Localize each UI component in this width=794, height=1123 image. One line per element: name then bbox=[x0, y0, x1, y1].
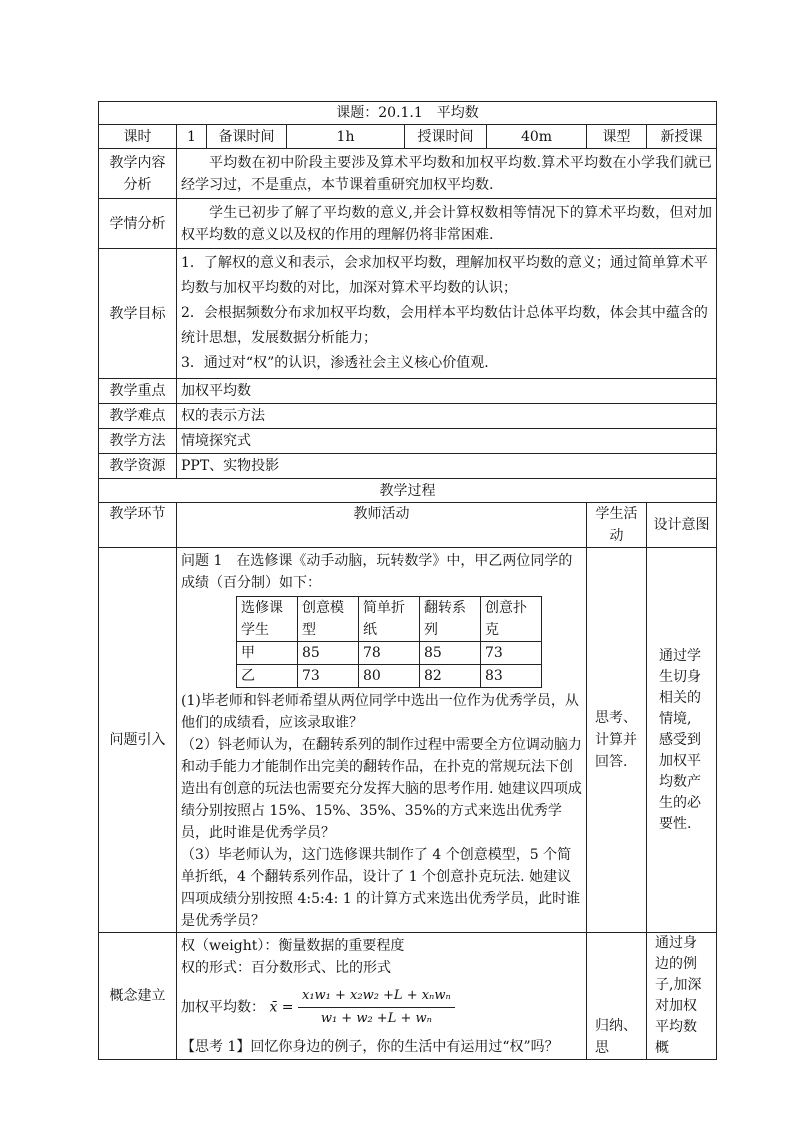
design-column-header: 设计意图 bbox=[647, 503, 717, 548]
score-cell: 85 bbox=[420, 642, 481, 665]
score-table-row bbox=[237, 665, 542, 688]
weight-definition: 权（weight）：衡量数据的重要程度 bbox=[181, 938, 405, 954]
score-table-header bbox=[237, 597, 542, 642]
score-cell: 甲 bbox=[237, 642, 298, 665]
student-column-header: 学生活动 bbox=[587, 503, 647, 548]
teach-time-label: 授课时间 bbox=[405, 125, 487, 149]
intro-student-activity: 思考、计算并回答. bbox=[587, 548, 647, 933]
student-analysis-text: 学生已初步了解了平均数的意义,并会计算权数相等情况下的算术平均数，但对加权平均数的意义以及权的作用的理解仍将非常困难. bbox=[177, 199, 717, 249]
concept-row bbox=[99, 933, 717, 1060]
hours-value: 1 bbox=[177, 125, 207, 149]
lesson-plan bbox=[98, 101, 716, 1060]
score-cell: 80 bbox=[359, 665, 420, 688]
difficulty-value: 权的表示方法 bbox=[177, 404, 717, 429]
objective-item: 2．会根据频数分布求加权平均数，会用样本平均数估计总体平均数，体会其中蕴含的统计思想，发展数据分析能力； bbox=[181, 305, 708, 346]
score-header-cell: 简单折纸 bbox=[359, 597, 420, 642]
weight-forms: 权的形式：百分数形式、比的形式 bbox=[181, 960, 391, 976]
score-header-cell: 创意扑克 bbox=[481, 597, 542, 642]
teacher-column-header: 教师活动 bbox=[177, 503, 587, 548]
objective-item: 3．通过对“权”的认识，渗透社会主义核心价值观. bbox=[181, 355, 489, 371]
method-row bbox=[99, 429, 717, 454]
difficulty-label: 教学难点 bbox=[99, 404, 177, 429]
score-cell: 82 bbox=[420, 665, 481, 688]
prep-time-value: 1h bbox=[287, 125, 405, 149]
concept-stage: 概念建立 bbox=[99, 933, 177, 1060]
focus-row bbox=[99, 379, 717, 404]
title-row bbox=[99, 102, 717, 125]
lesson-title: 课题：20.1.1 平均数 bbox=[99, 102, 717, 125]
process-header-row bbox=[99, 503, 717, 548]
formula-label: 加权平均数： bbox=[181, 999, 265, 1016]
concept-design-intent: 通过身边的例子,加深对加权平均数概 bbox=[647, 933, 717, 1060]
formula-denominator: w₁ + w₂ +L + wₙ bbox=[320, 1011, 432, 1026]
score-cell: 73 bbox=[481, 642, 542, 665]
intro-design-intent: 通过学生切身相关的情境,感受到加权平均数产生的必要性. bbox=[647, 548, 717, 933]
score-header-cell: 选修课学生 bbox=[237, 597, 298, 642]
formula-lhs: x̄ = bbox=[269, 999, 294, 1016]
process-title: 教学过程 bbox=[99, 479, 717, 503]
concept-teacher-activity bbox=[177, 933, 587, 1060]
resources-row bbox=[99, 454, 717, 479]
objectives-row bbox=[99, 249, 717, 379]
class-type-label: 课型 bbox=[587, 125, 647, 149]
intro-teacher-activity bbox=[177, 548, 587, 933]
student-analysis-label: 学情分析 bbox=[99, 199, 177, 249]
class-type-value: 新授课 bbox=[647, 125, 717, 149]
lesson-plan-table bbox=[98, 101, 717, 1060]
question-2: （2）钭老师认为，在翻转系列的制作过程中需要全方位调动脑力和动手能力才能制作出完美的翻转作品，在扑克的常规玩法下创造出有创意的玩法也需要充分发挥大脑的思考作用. 她建议四项成绩分别按照占 15%、15%、35%、35%的方式来选出优秀学员，此时谁是优秀学员？ bbox=[181, 737, 582, 841]
score-header-cell: 创意模型 bbox=[298, 597, 359, 642]
hours-label: 课时 bbox=[99, 125, 177, 149]
method-value: 情境探究式 bbox=[177, 429, 717, 454]
score-cell: 85 bbox=[298, 642, 359, 665]
objectives-label: 教学目标 bbox=[99, 249, 177, 379]
stage-column-header: 教学环节 bbox=[99, 503, 177, 548]
student-analysis-row bbox=[99, 199, 717, 249]
formula-fraction bbox=[298, 985, 455, 1030]
question-3: （3）毕老师认为，这门选修课共制作了 4 个创意模型，5 个简单折纸，4 个翻转系列作品，设计了 1 个创意扑克玩法. 她建议四项成绩分别按照 4:5:4: 1 的计算方式来选出优秀学员，此时谁是优秀学员？ bbox=[181, 847, 581, 929]
think-question-1: 【思考 1】回忆你身边的例子，你的生活中有运用过“权”吗？ bbox=[181, 1039, 559, 1055]
score-cell: 73 bbox=[298, 665, 359, 688]
question-1: (1)毕老师和钭老师希望从两位同学中选出一位作为优秀学员，从他们的成绩看，应该录取谁？ bbox=[181, 693, 579, 731]
intro-problem: 问题 1 在选修课《动手动脑，玩转数学》中，甲乙两位同学的成绩（百分制）如下： bbox=[181, 553, 573, 591]
process-title-row bbox=[99, 479, 717, 503]
teach-time-value: 40m bbox=[487, 125, 587, 149]
prep-time-label: 备课时间 bbox=[207, 125, 287, 149]
objectives-list bbox=[177, 249, 717, 379]
intro-stage: 问题引入 bbox=[99, 548, 177, 933]
objective-item: 1．了解权的意义和表示，会求加权平均数，理解加权平均数的意义；通过简单算术平均数与加权平均数的对比，加深对算术平均数的认识； bbox=[181, 255, 708, 296]
score-cell: 83 bbox=[481, 665, 542, 688]
formula-numerator: x₁w₁ + x₂w₂ +L + xₙwₙ bbox=[298, 985, 455, 1008]
content-analysis-row bbox=[99, 149, 717, 199]
info-row bbox=[99, 125, 717, 149]
score-header-cell: 翻转系列 bbox=[420, 597, 481, 642]
score-table-row bbox=[237, 642, 542, 665]
content-analysis-text: 平均数在初中阶段主要涉及算术平均数和加权平均数.算术平均数在小学我们就已经学习过，不是重点，本节课着重研究加权平均数. bbox=[177, 149, 717, 199]
score-cell: 78 bbox=[359, 642, 420, 665]
method-label: 教学方法 bbox=[99, 429, 177, 454]
resources-label: 教学资源 bbox=[99, 454, 177, 479]
intro-row bbox=[99, 548, 717, 933]
difficulty-row bbox=[99, 404, 717, 429]
score-cell: 乙 bbox=[237, 665, 298, 688]
weighted-mean-formula bbox=[181, 985, 582, 1030]
focus-value: 加权平均数 bbox=[177, 379, 717, 404]
content-analysis-label: 教学内容分析 bbox=[99, 149, 177, 199]
focus-label: 教学重点 bbox=[99, 379, 177, 404]
resources-value: PPT、实物投影 bbox=[177, 454, 717, 479]
score-table bbox=[236, 596, 542, 688]
concept-student-activity: 归纳、思 bbox=[587, 933, 647, 1060]
